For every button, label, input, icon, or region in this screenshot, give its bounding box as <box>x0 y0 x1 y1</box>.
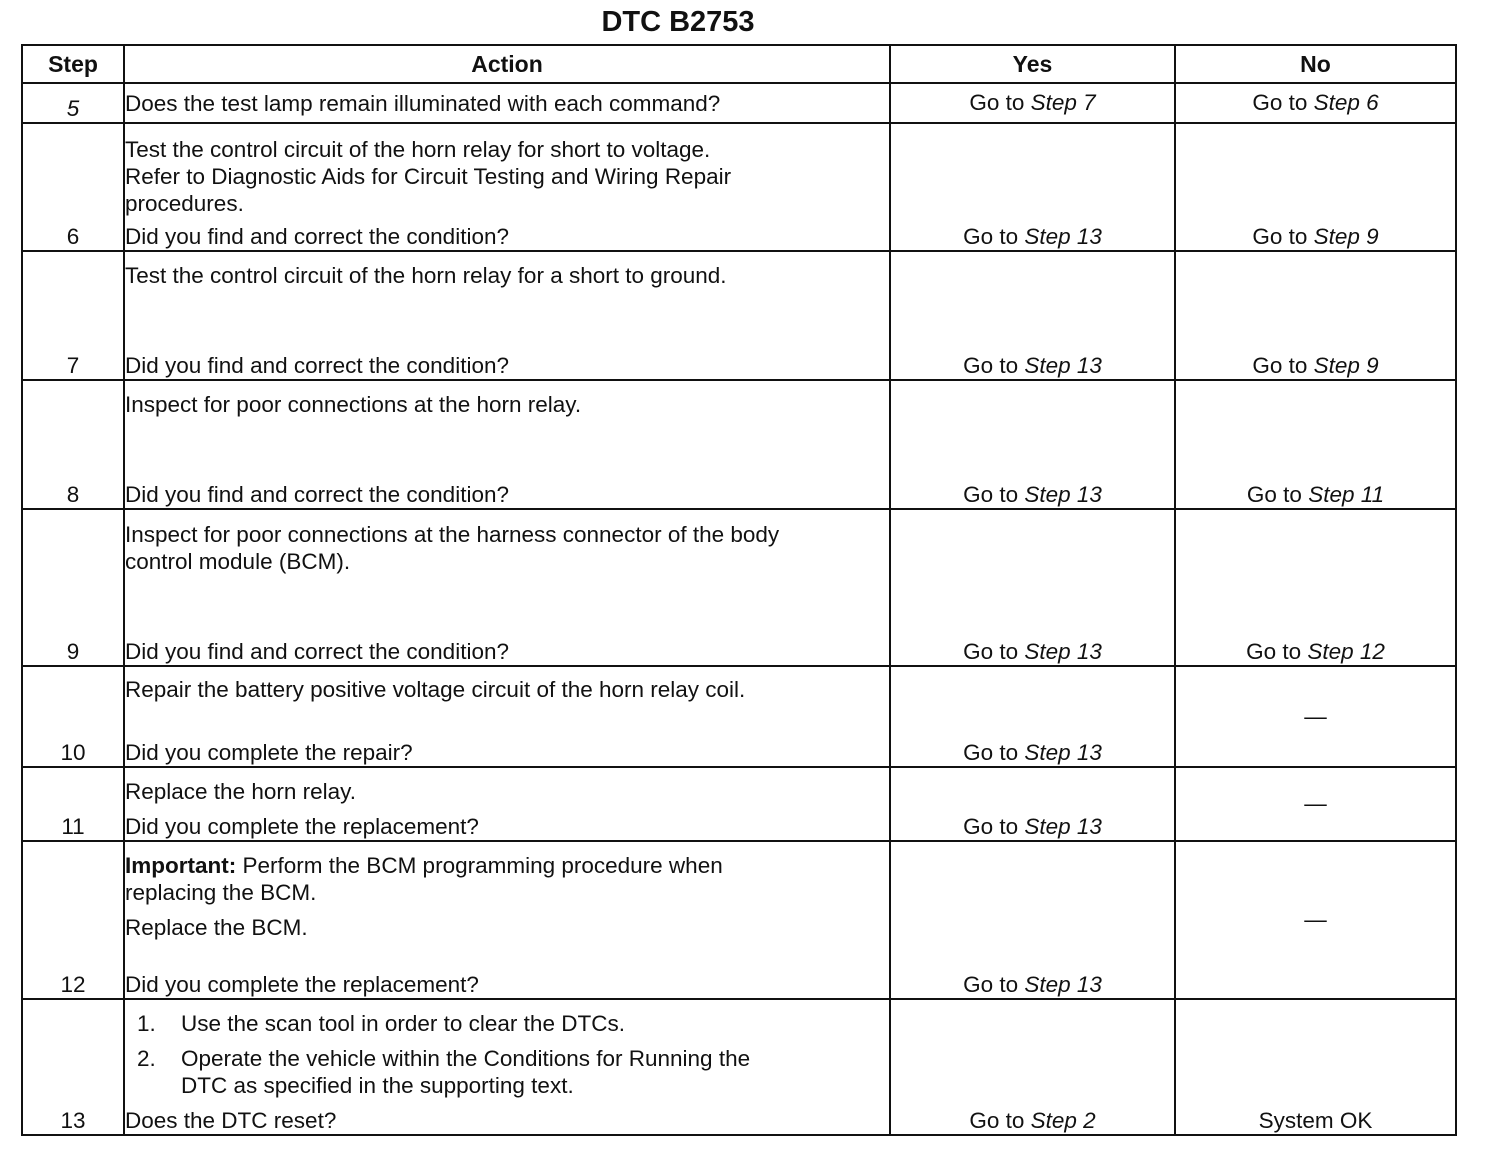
step-number: 12 <box>22 841 124 999</box>
action-line: control module (BCM). <box>125 549 351 574</box>
list-number: 2. <box>137 1046 156 1071</box>
action-line: Replace the BCM. <box>125 915 308 940</box>
step-number: 10 <box>22 666 124 767</box>
yes-cell <box>890 123 1175 251</box>
action-cell <box>124 83 890 123</box>
yes-prefix: Go to <box>963 814 1019 839</box>
no-target: Step 6 <box>1313 90 1379 115</box>
step-number: 6 <box>22 123 124 251</box>
diagnostic-table <box>21 44 1457 1136</box>
step-number: 8 <box>22 380 124 509</box>
no-target: Step 9 <box>1313 224 1379 249</box>
step-number: 13 <box>22 999 124 1135</box>
step-number: 5 <box>22 83 124 123</box>
important-note <box>125 852 889 879</box>
yes-prefix: Go to <box>969 1108 1025 1133</box>
yes-cell <box>890 251 1175 380</box>
table-row <box>22 251 1456 380</box>
action-question: Did you complete the replacement? <box>125 814 479 839</box>
important-label: Important: <box>125 853 237 878</box>
action-line: Refer to Diagnostic Aids for Circuit Testing and Wiring Repair <box>125 164 732 189</box>
action-cell <box>124 767 890 841</box>
action-line: Replace the horn relay. <box>125 779 356 804</box>
action-cell <box>124 380 890 509</box>
action-line: Test the control circuit of the horn relay for short to voltage. <box>125 137 711 162</box>
yes-target: Step 13 <box>1024 482 1102 507</box>
action-line: Repair the battery positive voltage circuit of the horn relay coil. <box>125 677 746 702</box>
step-number: 11 <box>22 767 124 841</box>
action-question: Did you complete the replacement? <box>125 972 479 997</box>
action-line: Test the control circuit of the horn relay for a short to ground. <box>125 263 727 288</box>
header-action: Action <box>124 45 890 83</box>
table-row <box>22 999 1456 1135</box>
list-number: 1. <box>137 1011 156 1036</box>
action-cell <box>124 123 890 251</box>
no-prefix: Go to <box>1246 639 1302 664</box>
step-number: 7 <box>22 251 124 380</box>
important-text: Perform the BCM programming procedure when <box>242 853 723 878</box>
yes-cell <box>890 767 1175 841</box>
yes-prefix: Go to <box>963 482 1019 507</box>
action-cell <box>124 841 890 999</box>
no-prefix: Go to <box>1246 482 1302 507</box>
yes-prefix: Go to <box>963 224 1019 249</box>
yes-target: Step 7 <box>1030 90 1096 115</box>
header-row <box>22 45 1456 83</box>
no-cell <box>1175 509 1456 666</box>
yes-cell <box>890 841 1175 999</box>
action-line: procedures. <box>125 191 244 216</box>
yes-prefix: Go to <box>963 740 1019 765</box>
action-question: Did you find and correct the condition? <box>125 353 509 378</box>
action-cell <box>124 666 890 767</box>
action-question: Did you find and correct the condition? <box>125 639 509 664</box>
yes-prefix: Go to <box>969 90 1025 115</box>
header-yes: Yes <box>890 45 1175 83</box>
action-question: Did you find and correct the condition? <box>125 224 509 249</box>
table-row <box>22 841 1456 999</box>
yes-cell <box>890 999 1175 1135</box>
yes-cell <box>890 509 1175 666</box>
header-step: Step <box>22 45 124 83</box>
no-cell <box>1175 123 1456 251</box>
action-question: Did you complete the repair? <box>125 740 413 765</box>
list-item <box>125 1045 889 1099</box>
list-text-line: DTC as specified in the supporting text. <box>181 1073 574 1098</box>
no-cell <box>1175 380 1456 509</box>
no-cell <box>1175 83 1456 123</box>
no-dash: — <box>1304 907 1327 932</box>
table-row <box>22 123 1456 251</box>
action-question: Does the DTC reset? <box>125 1108 337 1133</box>
yes-prefix: Go to <box>963 353 1019 378</box>
no-cell <box>1175 251 1456 380</box>
no-cell <box>1175 841 1456 999</box>
list-item <box>125 1010 889 1037</box>
yes-cell <box>890 666 1175 767</box>
yes-cell <box>890 83 1175 123</box>
no-target: Step 9 <box>1313 353 1379 378</box>
no-cell <box>1175 999 1456 1135</box>
table-row <box>22 666 1456 767</box>
no-result: System OK <box>1258 1108 1373 1133</box>
yes-cell <box>890 380 1175 509</box>
no-prefix: Go to <box>1252 353 1308 378</box>
list-text: Use the scan tool in order to clear the DTCs. <box>181 1011 625 1036</box>
no-dash: — <box>1304 791 1327 816</box>
no-target: Step 11 <box>1308 482 1385 507</box>
table-row <box>22 509 1456 666</box>
header-no: No <box>1175 45 1456 83</box>
action-cell <box>124 251 890 380</box>
action-cell <box>124 509 890 666</box>
action-question: Did you find and correct the condition? <box>125 482 509 507</box>
yes-target: Step 13 <box>1024 639 1102 664</box>
list-text <box>181 1045 889 1099</box>
action-cell <box>124 999 890 1135</box>
no-dash: — <box>1304 703 1327 729</box>
yes-target: Step 13 <box>1024 740 1102 765</box>
table-row <box>22 83 1456 123</box>
no-cell <box>1175 767 1456 841</box>
list-text-line: Operate the vehicle within the Conditions for Running the <box>181 1046 751 1071</box>
yes-target: Step 2 <box>1030 1108 1096 1133</box>
action-line: replacing the BCM. <box>125 880 317 905</box>
table-row <box>22 767 1456 841</box>
yes-target: Step 13 <box>1024 224 1102 249</box>
page-title: DTC B2753 <box>601 6 755 38</box>
yes-prefix: Go to <box>963 972 1019 997</box>
yes-target: Step 13 <box>1024 353 1102 378</box>
yes-target: Step 13 <box>1024 972 1102 997</box>
no-cell <box>1175 666 1456 767</box>
no-prefix: Go to <box>1252 224 1308 249</box>
step-number: 9 <box>22 509 124 666</box>
action-line: Does the test lamp remain illuminated with each command? <box>125 90 721 116</box>
table-row <box>22 380 1456 509</box>
no-target: Step 12 <box>1307 639 1385 664</box>
no-prefix: Go to <box>1252 90 1308 115</box>
action-line: Inspect for poor connections at the horn relay. <box>125 392 582 417</box>
action-line: Inspect for poor connections at the harness connector of the body <box>125 522 780 547</box>
yes-prefix: Go to <box>963 639 1019 664</box>
yes-target: Step 13 <box>1024 814 1102 839</box>
